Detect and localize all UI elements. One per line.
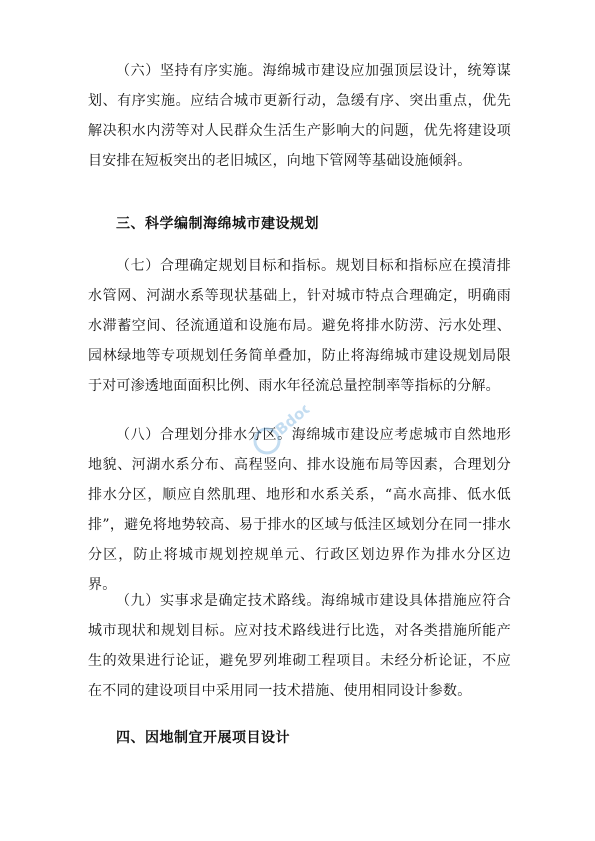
- paragraph-9: （九）实事求是确定技术路线。海绵城市建设具体措施应符合城市现状和规划目标。应对技术路线进行比选，对各类措施所能产生的效果进行论证，避免罗列堆砌工程项目。未经分析论证，不应在不同的建设项目中采用同一技术措施、使用相同设计参数。: [88, 593, 511, 699]
- paragraph-8: （八）合理划分排水分区。海绵城市建设应考虑城市自然地形地貌、河湖水系分布、高程竖向、排水设施布局等因素，合理划分排水分区，顺应自然肌理、地形和水系关系，“高水高排、低水低排”，避免将地势较高、易于排水的区域与低洼区域划分在同一排水分区，防止将城市规划控规单元、行政区划边界作为排水分区边界。: [88, 427, 511, 593]
- watermark-text: Bdocx: [271, 392, 323, 439]
- section-heading-4: 四、因地制宜开展项目设计: [116, 730, 290, 746]
- section-heading-3: 三、科学编制海绵城市建设规划: [116, 216, 319, 232]
- paragraph-7: （七）合理确定规划目标和指标。规划目标和指标应在摸清排水管网、河湖水系等现状基础上，针对城市特点合理确定，明确雨水滞蓄空间、径流通道和设施布局。避免将排水防涝、污水处理、园林绿地等专项规划任务简单叠加，防止将海绵城市建设规划局限于对可渗透地面面积比例、雨水年径流总量控制率等指标的分解。: [88, 258, 511, 394]
- paragraph-6: （六）坚持有序实施。海绵城市建设应加强顶层设计，统筹谋划、有序实施。应结合城市更新行动，急缓有序、突出重点，优先解决积水内涝等对人民群众生活生产影响大的问题，优先将建设项目安排在短板突出的老旧城区，向地下管网等基础设施倾斜。: [88, 63, 511, 169]
